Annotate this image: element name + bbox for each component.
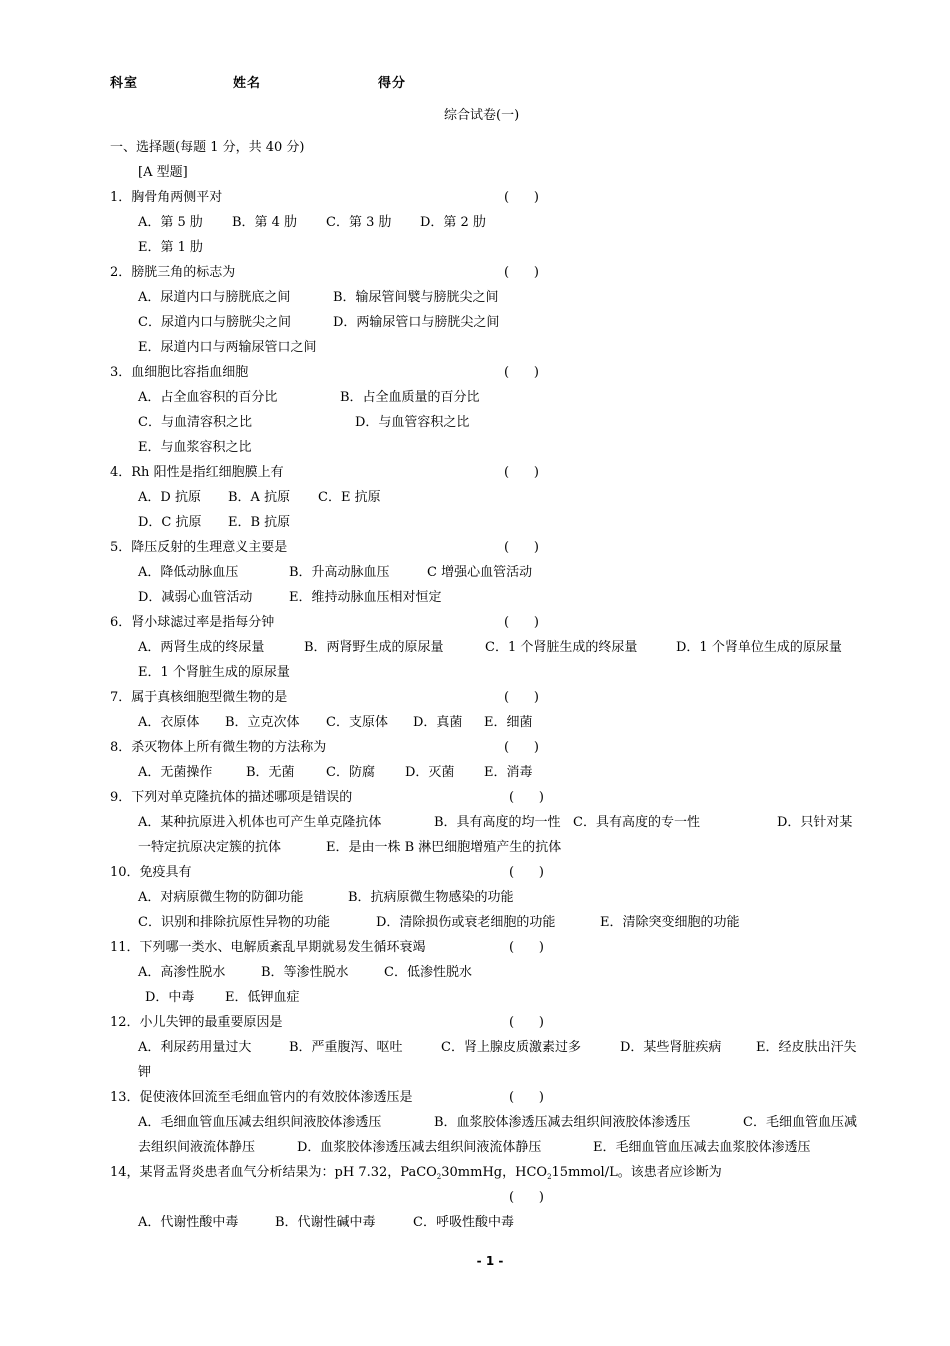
option-b: B．抗病原微生物感染的功能: [348, 890, 514, 905]
answer-blank: ( ): [504, 265, 539, 280]
option-b: B．升高动脉血压: [289, 565, 390, 580]
option-a: A．衣原体: [138, 715, 200, 730]
option-a: A．利尿药用量过大: [138, 1040, 252, 1055]
option-e: E．毛细血管血压减去血浆胶体渗透压: [593, 1140, 811, 1155]
question-stem: 8．杀灭物体上所有微生物的方法称为: [110, 740, 327, 755]
question-stem: 10．免疫具有: [110, 865, 192, 880]
option-d: D．真菌: [413, 715, 463, 730]
answer-blank: ( ): [504, 615, 539, 630]
option-c: C．毛细血管血压减: [743, 1115, 857, 1130]
answer-blank: ( ): [509, 790, 544, 805]
option-d-continued: 一特定抗原决定簇的抗体: [138, 840, 282, 855]
option-e: E．B 抗原: [228, 515, 291, 530]
option-e-continued: 钾: [138, 1065, 152, 1080]
option-c: C．E 抗原: [318, 490, 381, 505]
option-b: B．等渗性脱水: [261, 965, 349, 980]
option-e: E．清除突变细胞的功能: [600, 915, 740, 930]
option-e: E．低钾血症: [225, 990, 300, 1005]
option-d: D．灭菌: [405, 765, 455, 780]
option-e: E．尿道内口与两输尿管口之间: [138, 340, 317, 355]
name-label: 姓名: [233, 76, 262, 91]
option-a: A．两肾生成的终尿量: [138, 640, 265, 655]
option-c: C．具有高度的专一性: [573, 815, 700, 830]
option-e: E．第 1 肋: [138, 240, 204, 255]
option-a: A．代谢性酸中毒: [138, 1215, 239, 1230]
answer-blank: ( ): [504, 190, 539, 205]
option-a: A．占全血容积的百分比: [138, 390, 278, 405]
option-e: E．消毒: [484, 765, 533, 780]
question-stem: 2．膀胱三角的标志为: [110, 265, 236, 280]
option-d: D．清除损伤或衰老细胞的功能: [376, 915, 556, 930]
option-c: C．尿道内口与膀胱尖之间: [138, 315, 291, 330]
option-e: E．细菌: [484, 715, 533, 730]
type-label: [A 型题]: [138, 165, 188, 180]
option-e: E．与血浆容积之比: [138, 440, 252, 455]
option-d: D．只针对某: [777, 815, 853, 830]
stem-part: 15mmol/L。该患者应诊断为: [551, 1165, 722, 1180]
option-b: B．无菌: [246, 765, 295, 780]
question-stem: 9．下列对单克隆抗体的描述哪项是错误的: [110, 790, 353, 805]
option-c: C．肾上腺皮质激素过多: [441, 1040, 581, 1055]
subscript: 2: [547, 1173, 552, 1181]
question-stem: 13．促使液体回流至毛细血管内的有效胶体渗透压是: [110, 1090, 413, 1105]
answer-blank: ( ): [504, 465, 539, 480]
option-a: A．毛细血管血压减去组织间液胶体渗透压: [138, 1115, 382, 1130]
option-e: E．是由一株 B 淋巴细胞增殖产生的抗体: [326, 840, 562, 855]
option-e: E．维持动脉血压相对恒定: [289, 590, 442, 605]
question-stem: 12．小儿失钾的最重要原因是: [110, 1015, 283, 1030]
option-a: A．尿道内口与膀胱底之间: [138, 290, 291, 305]
answer-blank: ( ): [504, 740, 539, 755]
option-d: D．血浆胶体渗透压减去组织间液流体静压: [297, 1140, 542, 1155]
option-d: D．第 2 肋: [420, 215, 486, 230]
option-b: B．具有高度的均一性: [434, 815, 561, 830]
stem-part: 14，某肾盂肾炎患者血气分析结果为：pH 7.32，PaCO: [110, 1165, 437, 1180]
question-stem: 4．Rh 阳性是指红细胞膜上有: [110, 465, 284, 480]
option-d: D．两输尿管口与膀胱尖之间: [333, 315, 500, 330]
option-a: A．无菌操作: [138, 765, 213, 780]
answer-blank: ( ): [504, 540, 539, 555]
question-stem: 5．降压反射的生理意义主要是: [110, 540, 288, 555]
answer-blank: ( ): [509, 1090, 544, 1105]
question-stem: 7．属于真核细胞型微生物的是: [110, 690, 288, 705]
option-a: A．降低动脉血压: [138, 565, 239, 580]
stem-part: 30mmHg，HCO: [441, 1165, 548, 1180]
exam-title: 综合试卷(一): [444, 108, 520, 123]
option-b: B．两肾野生成的原尿量: [304, 640, 444, 655]
question-stem: [110, 1165, 722, 1185]
option-b: B．代谢性碱中毒: [275, 1215, 376, 1230]
option-e: E．1 个肾脏生成的原尿量: [138, 665, 290, 680]
option-d: D．C 抗原: [138, 515, 202, 530]
question-stem: 3．血细胞比容指血细胞: [110, 365, 249, 380]
option-e: E．经皮肤出汗失: [756, 1040, 857, 1055]
option-c: C．1 个肾脏生成的终尿量: [485, 640, 638, 655]
answer-blank: ( ): [509, 1190, 544, 1205]
answer-blank: ( ): [504, 690, 539, 705]
option-d: D．1 个肾单位生成的原尿量: [676, 640, 842, 655]
answer-blank: ( ): [504, 365, 539, 380]
option-a: A．某种抗原进入机体也可产生单克隆抗体: [138, 815, 382, 830]
question-stem: 6．肾小球滤过率是指每分钟: [110, 615, 275, 630]
option-c: C．低渗性脱水: [384, 965, 472, 980]
score-label: 得分: [378, 76, 407, 91]
question-stem: 11．下列哪一类水、电解质紊乱早期就易发生循环衰竭: [110, 940, 426, 955]
option-a: A．D 抗原: [138, 490, 201, 505]
answer-blank: ( ): [509, 865, 544, 880]
option-d: D．与血管容积之比: [355, 415, 470, 430]
option-b: B．严重腹泻、呕吐: [289, 1040, 403, 1055]
option-b: B．占全血质量的百分比: [340, 390, 480, 405]
answer-blank: ( ): [509, 940, 544, 955]
option-c: C．第 3 肋: [326, 215, 392, 230]
answer-blank: ( ): [509, 1015, 544, 1030]
option-a: A．对病原微生物的防御功能: [138, 890, 304, 905]
option-c: C．防腐: [326, 765, 375, 780]
option-a: A．高渗性脱水: [138, 965, 226, 980]
option-c-continued: 去组织间液流体静压: [138, 1140, 256, 1155]
subscript: 2: [436, 1173, 442, 1181]
option-b: B．立克次体: [225, 715, 300, 730]
question-stem: 1．胸骨角两侧平对: [110, 190, 223, 205]
option-d: D．某些肾脏疾病: [620, 1040, 722, 1055]
option-b: B．血浆胶体渗透压减去组织间液胶体渗透压: [434, 1115, 691, 1130]
option-a: A．第 5 肋: [138, 215, 203, 230]
dept-label: 科室: [110, 76, 139, 91]
option-c: C．支原体: [326, 715, 388, 730]
option-c: C．识别和排除抗原性异物的功能: [138, 915, 330, 930]
page-number: - 1 -: [476, 1254, 504, 1268]
section-heading: 一、选择题(每题 1 分，共 40 分): [110, 140, 305, 155]
option-d: D．中毒: [145, 990, 195, 1005]
option-b: B．A 抗原: [228, 490, 291, 505]
option-c: C 增强心血管活动: [427, 565, 533, 580]
option-c: C．呼吸性酸中毒: [413, 1215, 514, 1230]
option-b: B．第 4 肋: [232, 215, 298, 230]
option-c: C．与血清容积之比: [138, 415, 252, 430]
option-d: D．减弱心血管活动: [138, 590, 253, 605]
option-b: B．输尿管间襞与膀胱尖之间: [333, 290, 499, 305]
